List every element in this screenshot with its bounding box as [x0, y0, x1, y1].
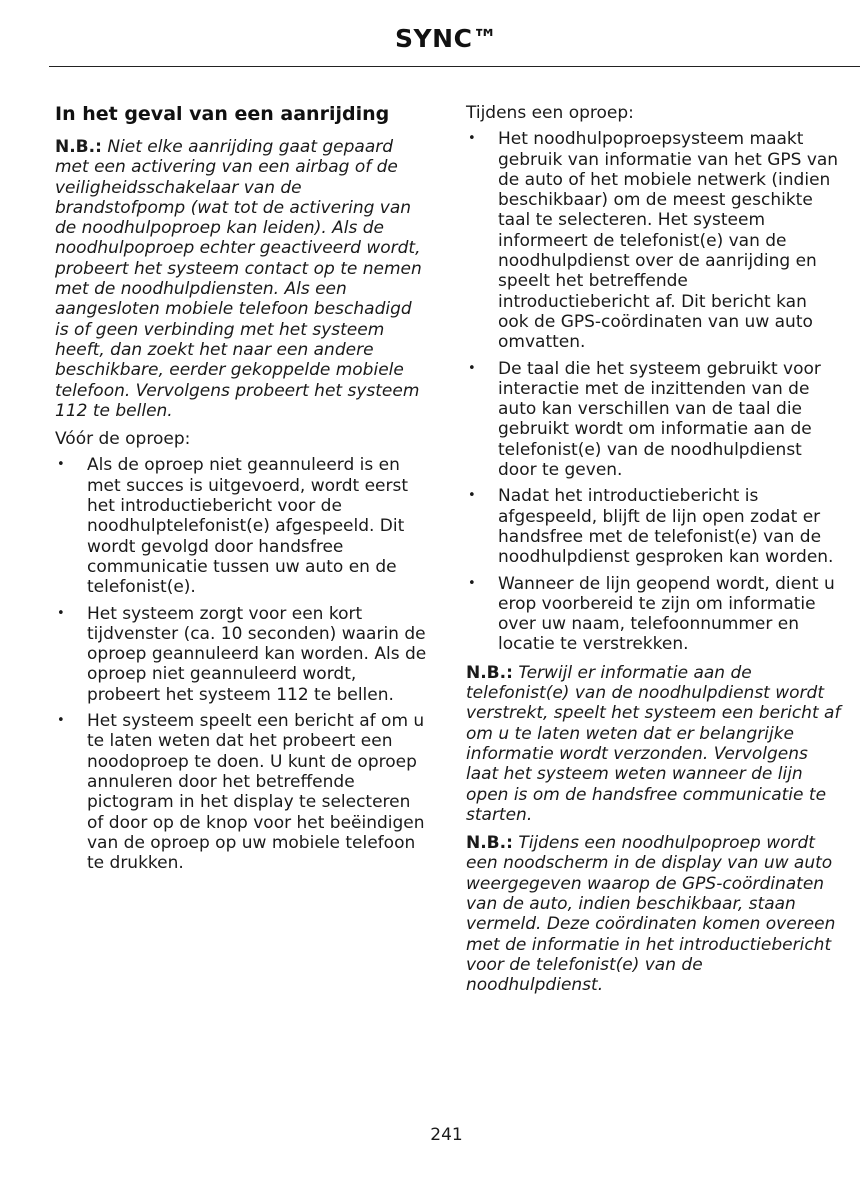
page-number: 241: [430, 1125, 463, 1145]
note-text: Terwijl er informatie aan de telefonist(e) van de noodhulpdienst wordt verstrekt, speelt het systeem een bericht af om u te laten weten dat er belangrijke informatie wordt verzonden. Vervolgens laat het systeem weten wanneer de lijn open is om de handsfree communicatie te starten.: [466, 662, 841, 825]
note-paragraph: [55, 137, 430, 421]
bullet-icon: •: [468, 131, 476, 147]
bullet-icon: •: [57, 713, 65, 729]
note-text: Niet elke aanrijding gaat gepaard met een activering van een airbag of de veiligheidsschakelaar van de brandstofpomp (wat tot de activering van de noodhulpoproep kan leiden). Als de noodhulpoproep echter geactiveerd wordt, probeert het systeem contact op te nemen met de noodhulpdiensten. Als een aangesloten mobiele telefoon beschadigd is of geen verbinding met het systeem heeft, dan zoekt het naar een andere beschikbare, eerder gekoppelde mobiele telefoon. Vervolgens probeert het systeem 112 te bellen.: [55, 137, 422, 421]
note-paragraph: [466, 663, 842, 825]
list-item: [466, 486, 842, 567]
list-item-text: De taal die het systeem gebruikt voor interactie met de inzittenden van de auto kan verschillen van de taal die gebruikt wordt om informatie aan de telefonist(e) van de noodhulpdienst door te geven.: [498, 358, 821, 481]
right-column: [466, 103, 842, 1003]
list-item-text: Het systeem zorgt voor een kort tijdvenster (ca. 10 seconden) waarin de oproep geannuleerd kan worden. Als de oproep niet geannuleerd wordt, probeert het systeem 112 te bellen.: [87, 603, 427, 705]
bullet-icon: •: [468, 575, 476, 591]
note-label: N.B.:: [466, 833, 513, 854]
note-text: Tijdens een noodhulpoproep wordt een noodscherm in de display van uw auto weergegeven waarop de GPS-coördinaten van de auto, indien beschikbaar, staan vermeld. Deze coördinaten komen overeen met de informatie in het introductiebericht voor de telefonist(e) van de noodhulpdienst.: [466, 833, 836, 996]
left-column: [55, 103, 430, 881]
before-call-intro: Vóór de oproep:: [55, 429, 191, 450]
during-call-intro: Tijdens een oproep:: [466, 103, 634, 123]
list-item-text: Het systeem speelt een bericht af om u te laten weten dat het probeert een noodoproep te doen. U kunt de oproep annuleren door het betreffende pictogram in het display te selecteren of door op de knop voor het beëindigen van de oproep op uw mobiele telefoon te drukken.: [87, 711, 425, 874]
list-item: [466, 359, 842, 481]
list-item-text: Het noodhulpoproepsysteem maakt gebruik van informatie van het GPS van de auto of het mobiele netwerk (indien beschikbaar) om de meest geschikte taal te selecteren. Het systeem informeert de telefonist(e) van de noodhulpdienst over de aanrijding en speelt het betreffende introductiebericht af. Dit bericht kan ook de GPS-coördinaten van uw auto omvatten.: [498, 129, 839, 353]
section-heading: In het geval van een aanrijding: [55, 103, 390, 125]
page-header-title: SYNC™: [395, 24, 498, 53]
bullet-icon: •: [468, 360, 476, 376]
before-call-list: [55, 455, 430, 873]
list-item-text: Nadat het introductiebericht is afgespeeld, blijft de lijn open zodat er handsfree met de telefonist(e) van de noodhulpdienst gesproken kan worden.: [498, 486, 834, 568]
list-item: [55, 455, 430, 597]
bullet-icon: •: [468, 488, 476, 504]
bullet-icon: •: [57, 457, 65, 473]
note-paragraph: [466, 833, 842, 995]
bullet-icon: •: [57, 605, 65, 621]
list-item-text: Wanneer de lijn geopend wordt, dient u erop voorbereid te zijn om informatie over uw naam, telefoonnummer en locatie te verstrekken.: [498, 573, 835, 655]
header-divider: [49, 66, 860, 67]
note-label: N.B.:: [466, 662, 513, 683]
list-item: [466, 574, 842, 655]
list-item: [466, 129, 842, 352]
list-item-text: Als de oproep niet geannuleerd is en met succes is uitgevoerd, wordt eerst het introductiebericht voor de noodhulptelefonist(e) afgespeeld. Dit wordt gevolgd door handsfree communicatie tussen uw auto en de telefonist(e).: [87, 455, 409, 598]
during-call-list: [466, 129, 842, 654]
list-item: [55, 711, 430, 873]
list-item: [55, 604, 430, 705]
note-label: N.B.:: [55, 137, 102, 157]
